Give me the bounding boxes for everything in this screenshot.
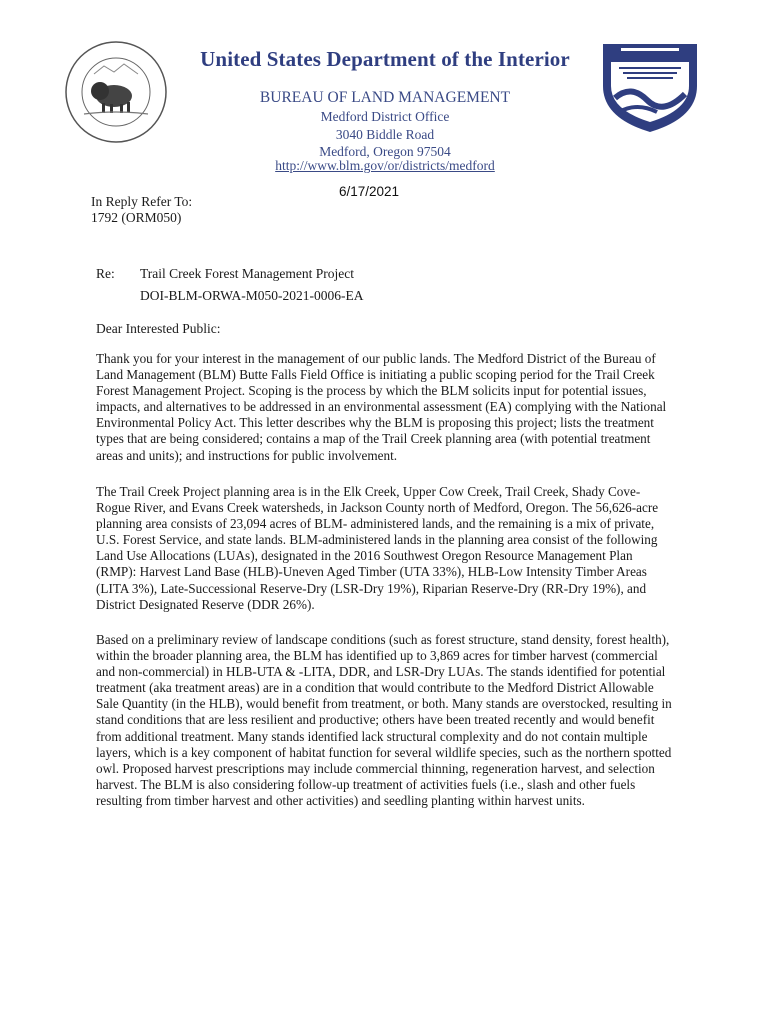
bureau-name: BUREAU OF LAND MANAGEMENT <box>259 89 511 106</box>
office-name: Medford District Office <box>320 109 450 124</box>
re-project-number: DOI-BLM-ORWA-M050-2021-0006-EA <box>140 288 364 303</box>
re-project-name: Trail Creek Forest Management Project <box>140 266 354 281</box>
department-title: United States Department of the Interior <box>200 47 570 71</box>
reply-refer-code: 1792 (ORM050) <box>91 210 182 225</box>
letter-date: 6/17/2021 <box>339 184 400 199</box>
office-url-link[interactable]: http://www.blm.gov/or/districts/medford <box>275 158 495 173</box>
re-label: Re: <box>96 266 115 281</box>
body-paragraph-1: Thank you for your interest in the management of our public lands. The Medford District of the Bureau of Land Management (BLM) Butte Falls Field Office is initiating a public scoping period for the Trail Creek Forest Management Project. Scoping is the process by which the BLM solicits input for potential issues, impacts, and alternatives to be addressed in an environmental assessment (EA) complying with the National Environmental Policy Act. This letter describes why the BLM is proposing this project; lists the treatment types that are being considered; contains a map of the Trail Creek planning area (with potential treatment areas and units); and instructions for public involvement. <box>96 351 667 463</box>
office-street: 3040 Biddle Road <box>335 127 435 142</box>
reply-refer-label: In Reply Refer To: <box>91 194 193 209</box>
body-paragraph-3: Based on a preliminary review of landscape conditions (such as forest structure, stand density, forest health), within the broader planning area, the BLM has identified up to 3,869 acres for timber harvest (commercial and non-commercial) in HLB-UTA & -LITA, DDR, and LSR-Dry LUAs. The stands identified for potential treatment (aka treatment areas) are in a condition that would contribute to the Medford District Allowable Sale Quantity (in the HLB), would benefit from treatment, or both. Many stands are overstocked, resulting in stand conditions that are less resilient and productive; others have been treated recently and would benefit from additional treatment. Many stands identified lack structural complexity and do not contain multiple layers, which is a key component of habitat function for several wildlife species, such as the northern spotted owl. Proposed harvest prescriptions may include commercial thinning, regeneration harvest, and selection harvest. The BLM is also considering follow-up treatment of activities fuels (i.e., slash and other fuels resulting from timber harvest and other activities) and seedling planting within harvest units. <box>96 632 672 808</box>
body-paragraph-2: The Trail Creek Project planning area is in the Elk Creek, Upper Cow Creek, Trail Creek, Shady Cove-Rogue River, and Evans Creek watersheds, in Jackson County north of Medford, Oregon. The 56,626-acre planning area consists of 23,094 acres of BLM- administered lands, and the remaining is a mix of private, U.S. Forest Service, and state lands. BLM-administered lands in the planning area consist of the following Land Use Allocations (LUAs), designated in the 2016 Southwest Oregon Resource Management Plan (RMP): Harvest Land Base (HLB)-Uneven Aged Timber (UTA 33%), HLB-Low Intensity Timber Areas (LITA 3%), Late-Successional Reserve-Dry (LSR-Dry 19%), Riparian Reserve-Dry (RR-Dry 19%), and District Designated Reserve (DDR 26%). <box>96 484 659 612</box>
salutation: Dear Interested Public: <box>96 321 221 336</box>
office-city: Medford, Oregon 97504 <box>319 144 451 159</box>
